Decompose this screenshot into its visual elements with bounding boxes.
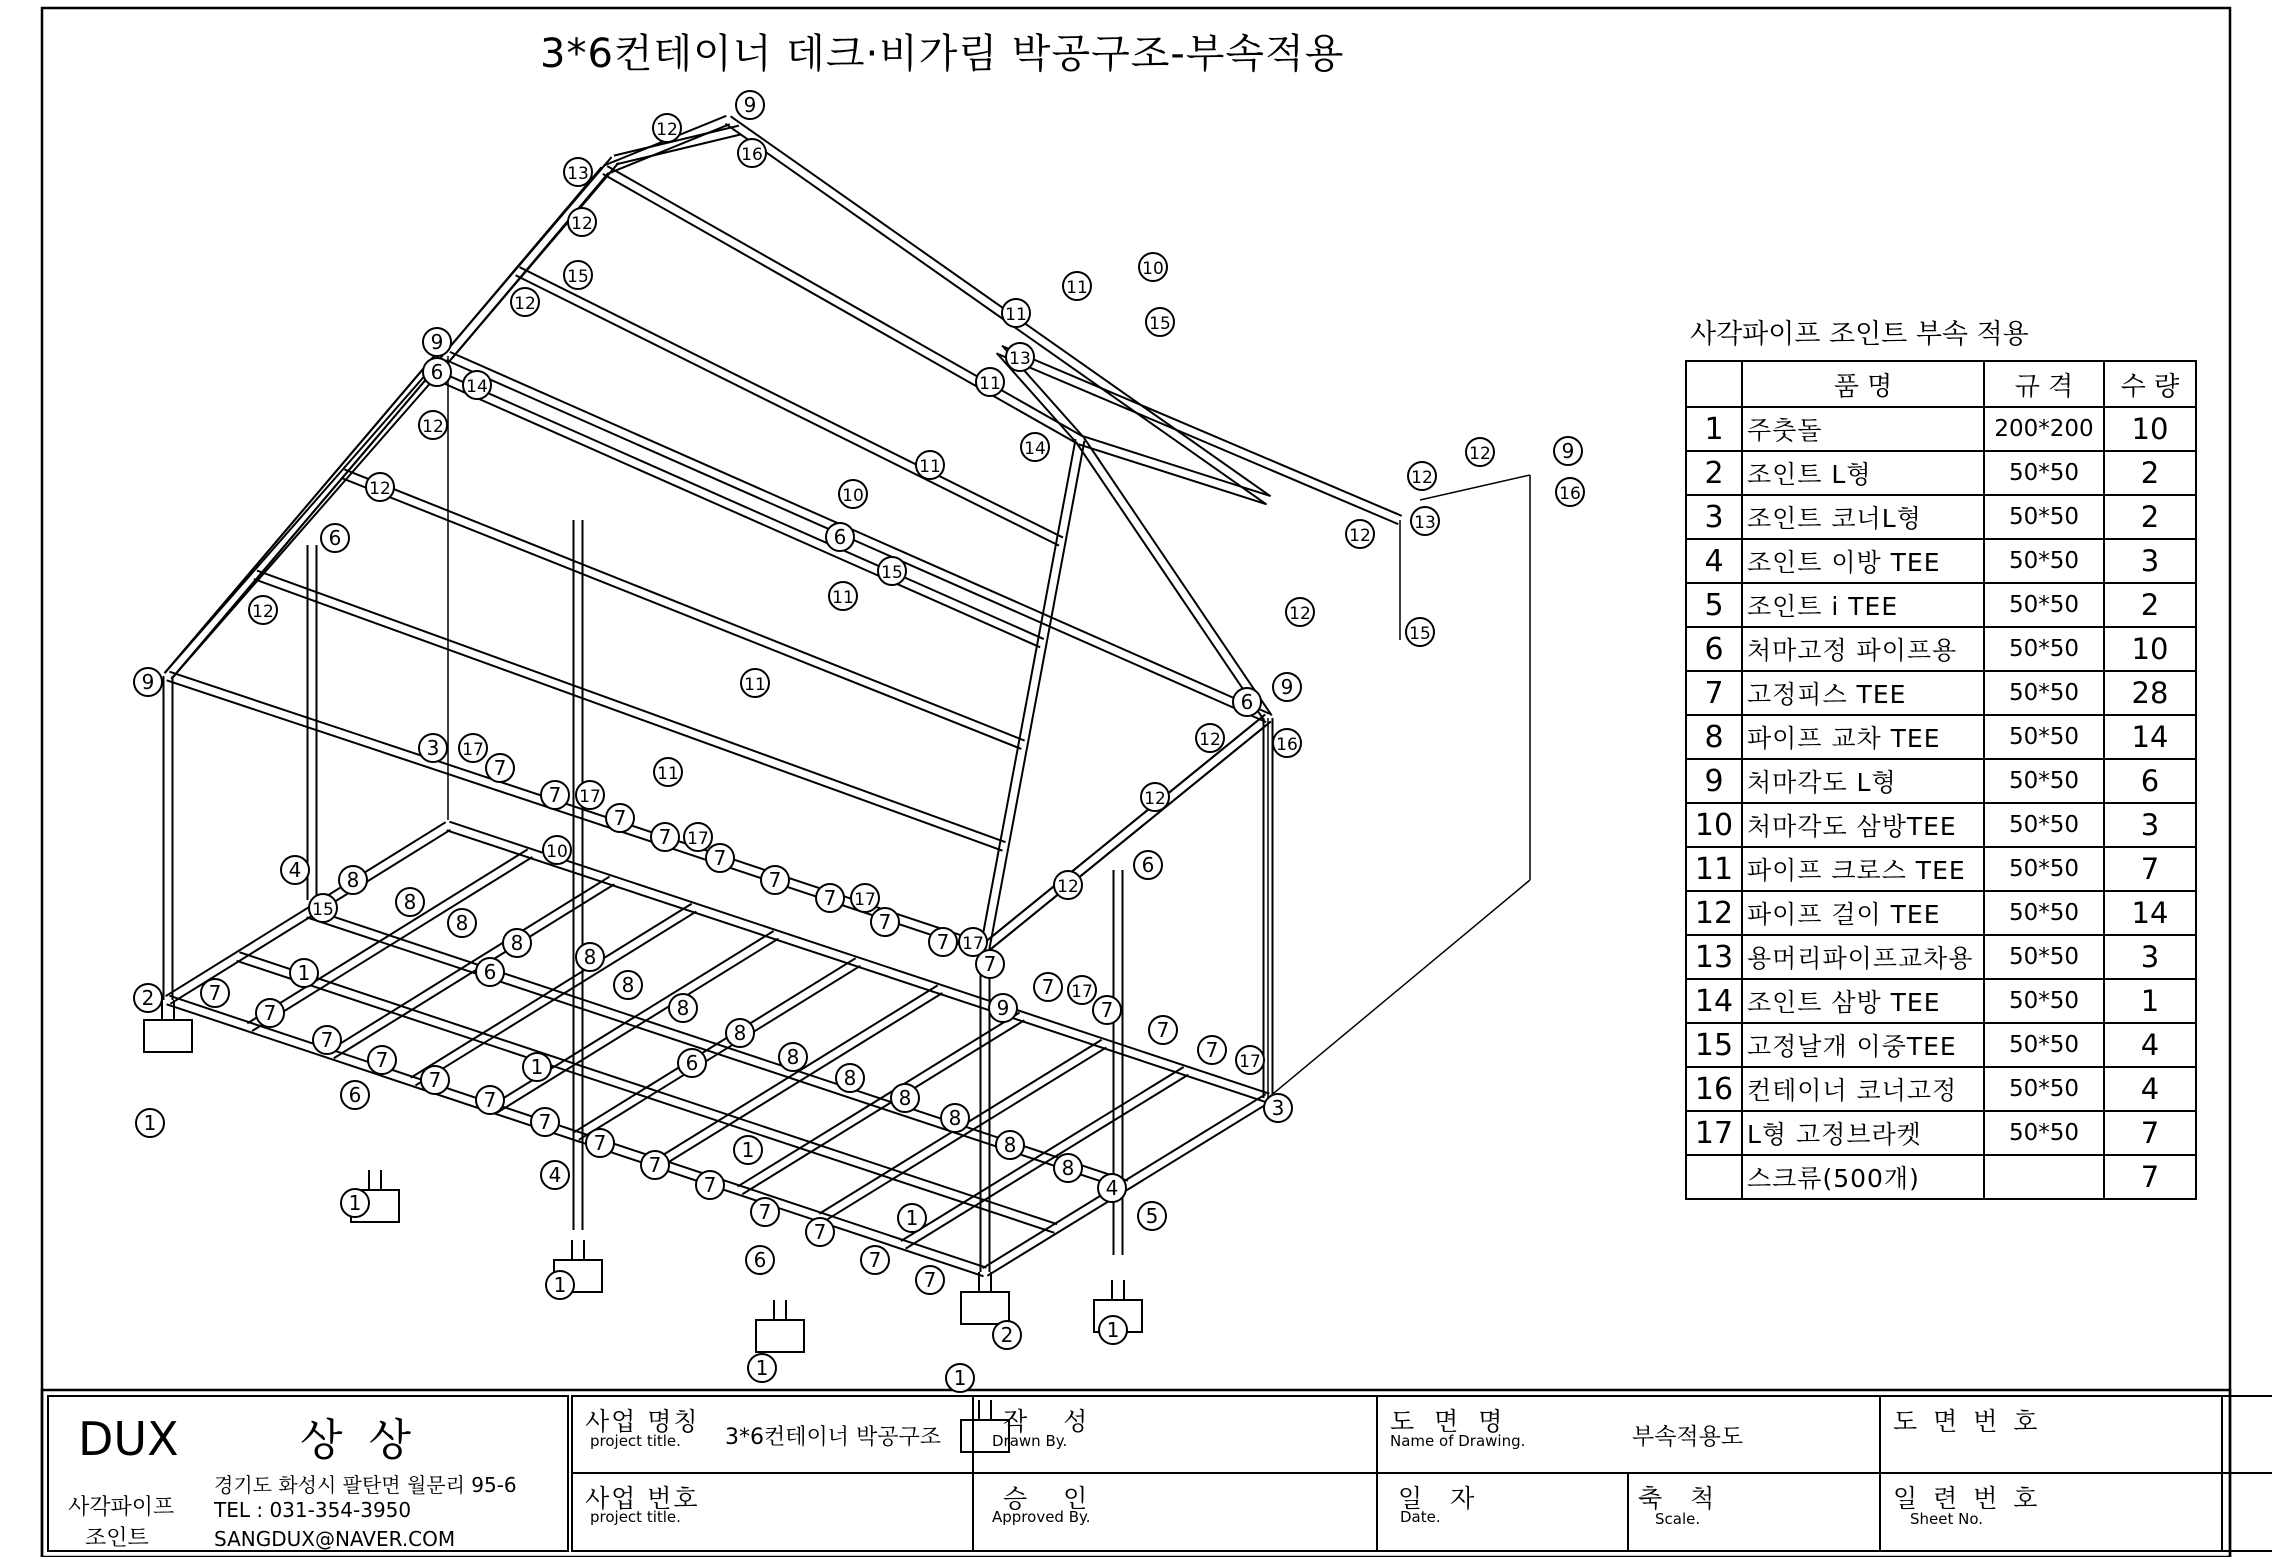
callout-number: 17 xyxy=(854,890,876,910)
callout-number: 17 xyxy=(687,829,709,849)
part-number: 6 xyxy=(1686,627,1742,671)
callout-number: 7 xyxy=(320,1028,334,1052)
project-name-label: 사업 명칭 xyxy=(585,1407,700,1436)
callout-number: 4 xyxy=(1105,1176,1119,1200)
part-spec: 50*50 xyxy=(1984,583,2104,627)
callout-number: 9 xyxy=(141,670,155,694)
pipe-edge xyxy=(998,354,1398,524)
foundation-stone xyxy=(144,1020,192,1052)
callout-number: 17 xyxy=(1239,1052,1261,1072)
pipe-edge xyxy=(981,439,1076,947)
scale-label: 축 척 xyxy=(1638,1484,1725,1513)
part-number: 3 xyxy=(1686,495,1742,539)
callout-number: 12 xyxy=(514,294,536,314)
callout-number: 1 xyxy=(348,1191,362,1215)
pipe-edge xyxy=(988,721,1271,951)
callout-number: 1 xyxy=(953,1366,967,1390)
parts-table-row xyxy=(1686,803,2196,847)
part-quantity: 4 xyxy=(2104,1023,2196,1067)
pipe-edge xyxy=(257,571,1006,843)
pipe-edge xyxy=(432,368,1044,639)
company-name: DUX xyxy=(78,1412,179,1466)
callout-number: 8 xyxy=(1061,1156,1075,1180)
callout-number: 7 xyxy=(658,825,672,849)
callout-number: 6 xyxy=(1141,853,1155,877)
part-number: 15 xyxy=(1686,1023,1742,1067)
part-quantity: 2 xyxy=(2104,451,2196,495)
part-quantity: 7 xyxy=(2104,847,2196,891)
parts-table-row xyxy=(1686,451,2196,495)
pipe-edge xyxy=(824,1047,1106,1221)
part-spec: 50*50 xyxy=(1984,627,2104,671)
callout-number: 8 xyxy=(346,868,360,892)
callout-number: 13 xyxy=(1009,349,1031,369)
part-name: 고정날개 이중TEE xyxy=(1742,1023,1984,1067)
part-number: 8 xyxy=(1686,715,1742,759)
part-quantity: 4 xyxy=(2104,1067,2196,1111)
callout-number: 2 xyxy=(1000,1323,1014,1347)
drawing-number-label: 도 면 번 호 xyxy=(1893,1407,2042,1436)
parts-table-caption: 사각파이프 조인트 부속 적용 xyxy=(1690,319,2029,350)
header-no xyxy=(1686,361,1742,407)
part-number: 11 xyxy=(1686,847,1742,891)
part-spec: 200*200 xyxy=(1984,407,2104,451)
callout-number: 1 xyxy=(297,961,311,985)
callout-number: 3 xyxy=(426,736,440,760)
parts-table-row xyxy=(1686,627,2196,671)
callout-number: 16 xyxy=(1276,735,1298,755)
company-slogan: 상 상 xyxy=(300,1415,417,1466)
pipe-edge xyxy=(329,877,610,1051)
callout-number: 11 xyxy=(1066,278,1088,298)
callout-number: 1 xyxy=(1106,1318,1120,1342)
callout-number: 7 xyxy=(648,1153,662,1177)
date-sub: Date. xyxy=(1400,1508,1441,1526)
callout-number: 12 xyxy=(1411,468,1433,488)
part-number: 9 xyxy=(1686,759,1742,803)
part-name: 처마각도 삼방TEE xyxy=(1742,803,1984,847)
approved-by-sub: Approved By. xyxy=(992,1508,1091,1526)
callout-number: 17 xyxy=(462,740,484,760)
callout-number: 7 xyxy=(375,1048,389,1072)
parts-table-header xyxy=(1686,361,2196,407)
part-number: 5 xyxy=(1686,583,1742,627)
callout-number: 6 xyxy=(833,525,847,549)
callout-number: 7 xyxy=(613,806,627,830)
parts-table-row xyxy=(1686,583,2196,627)
foundation-stone xyxy=(961,1292,1009,1324)
callout-number: 7 xyxy=(1100,998,1114,1022)
callout-number: 4 xyxy=(548,1163,562,1187)
pipe-edge xyxy=(415,911,696,1085)
drawing-title: 3*6컨테이너 데크·비가림 박공구조-부속적용 xyxy=(540,31,1345,77)
callout-number: 11 xyxy=(919,457,941,477)
product-line-1: 사각파이프 xyxy=(68,1495,175,1520)
date-label: 일 자 xyxy=(1398,1484,1485,1513)
callout-number: 3 xyxy=(1271,1096,1285,1120)
part-number xyxy=(1686,1155,1742,1199)
callout-number: 6 xyxy=(430,360,444,384)
part-quantity: 2 xyxy=(2104,495,2196,539)
callout-number: 8 xyxy=(455,911,469,935)
pipe-edge xyxy=(428,377,1040,648)
pipe-edge xyxy=(1002,346,1402,516)
foundation-stone xyxy=(756,1320,804,1352)
part-quantity: 10 xyxy=(2104,627,2196,671)
callout-number: 17 xyxy=(1071,982,1093,1002)
callout-number: 6 xyxy=(348,1083,362,1107)
callout-number: 1 xyxy=(741,1138,755,1162)
pipe-edge xyxy=(1268,880,1530,1098)
part-number: 1 xyxy=(1686,407,1742,451)
callout-number: 8 xyxy=(583,945,597,969)
part-quantity: 14 xyxy=(2104,715,2196,759)
part-spec: 50*50 xyxy=(1984,715,2104,759)
callout-number: 7 xyxy=(923,1268,937,1292)
sheet-number-label: 일 련 번 호 xyxy=(1893,1484,2042,1513)
callout-number: 9 xyxy=(1561,439,1575,463)
part-name: 조인트 i TEE xyxy=(1742,583,1984,627)
callout-number: 6 xyxy=(483,960,497,984)
part-number: 13 xyxy=(1686,935,1742,979)
callout-number: 7 xyxy=(713,846,727,870)
scale-sub: Scale. xyxy=(1655,1510,1701,1528)
callout-number: 6 xyxy=(753,1248,767,1272)
part-spec: 50*50 xyxy=(1984,1023,2104,1067)
pipe-edge xyxy=(516,275,1059,545)
callout-number: 15 xyxy=(881,563,903,583)
callout-number: 12 xyxy=(1144,789,1166,809)
callout-number: 6 xyxy=(328,526,342,550)
part-number: 12 xyxy=(1686,891,1742,935)
part-spec: 50*50 xyxy=(1984,1067,2104,1111)
callout-number: 6 xyxy=(1240,690,1254,714)
part-spec: 50*50 xyxy=(1984,539,2104,583)
company-email: SANGDUX@NAVER.COM xyxy=(214,1527,456,1551)
parts-table-row xyxy=(1686,539,2196,583)
part-quantity: 7 xyxy=(2104,1111,2196,1155)
callout-number: 8 xyxy=(621,973,635,997)
parts-table-row xyxy=(1686,1023,2196,1067)
callout-number: 13 xyxy=(567,164,589,184)
callout-number: 8 xyxy=(733,1021,747,1045)
callout-number: 1 xyxy=(755,1356,769,1380)
callout-number: 11 xyxy=(832,588,854,608)
drawn-by-label: 작 성 xyxy=(1003,1407,1102,1436)
parts-table-row xyxy=(1686,671,2196,715)
part-spec: 50*50 xyxy=(1984,847,2104,891)
part-spec: 50*50 xyxy=(1984,671,2104,715)
callout-number: 7 xyxy=(1156,1018,1170,1042)
parts-table-row xyxy=(1686,847,2196,891)
callout-number: 7 xyxy=(493,756,507,780)
callout-number: 12 xyxy=(252,602,274,622)
callout-number: 15 xyxy=(567,267,589,287)
parts-table-row xyxy=(1686,759,2196,803)
pipe-edge xyxy=(616,134,741,164)
pipe-edge xyxy=(169,996,986,1268)
callout-number: 11 xyxy=(979,374,1001,394)
drawn-by-sub: Drawn By. xyxy=(992,1432,1068,1450)
part-name: 파이프 걸이 TEE xyxy=(1742,891,1984,935)
header-qty: 수 량 xyxy=(2104,361,2196,407)
callout-number: 7 xyxy=(428,1068,442,1092)
callout-number: 14 xyxy=(466,377,488,397)
callout-number: 10 xyxy=(546,842,568,862)
callout-number: 8 xyxy=(898,1086,912,1110)
callout-number: 7 xyxy=(878,910,892,934)
part-spec: 50*50 xyxy=(1984,803,2104,847)
company-address: 경기도 화성시 팔탄면 월문리 95-6 xyxy=(214,1473,517,1497)
callout-number: 12 xyxy=(1057,877,1079,897)
part-number: 2 xyxy=(1686,451,1742,495)
part-name: 처마각도 L형 xyxy=(1742,759,1984,803)
part-name: 파이프 크로스 TEE xyxy=(1742,847,1984,891)
part-quantity: 14 xyxy=(2104,891,2196,935)
part-number: 16 xyxy=(1686,1067,1742,1111)
part-name: 처마고정 파이프용 xyxy=(1742,627,1984,671)
callout-number: 6 xyxy=(685,1051,699,1075)
parts-table-row xyxy=(1686,1155,2196,1199)
callout-number: 11 xyxy=(1005,305,1027,325)
callout-number: 8 xyxy=(1003,1133,1017,1157)
callout-number: 7 xyxy=(868,1248,882,1272)
part-name: 컨테이너 코너고정 xyxy=(1742,1067,1984,1111)
pipe-edge xyxy=(987,1102,1270,1276)
callout-number: 10 xyxy=(842,486,864,506)
callout-number: 7 xyxy=(703,1173,717,1197)
part-name: 파이프 교차 TEE xyxy=(1742,715,1984,759)
callout-number: 17 xyxy=(579,787,601,807)
callout-number: 7 xyxy=(483,1088,497,1112)
part-quantity: 3 xyxy=(2104,935,2196,979)
parts-table xyxy=(1685,360,2197,1200)
callout-number: 7 xyxy=(538,1110,552,1134)
part-spec: 50*50 xyxy=(1984,451,2104,495)
parts-table-row xyxy=(1686,495,2196,539)
part-quantity: 1 xyxy=(2104,979,2196,1023)
parts-table-row xyxy=(1686,979,2196,1023)
callout-number: 7 xyxy=(593,1131,607,1155)
part-name: 주춧돌 xyxy=(1742,407,1984,451)
part-number: 4 xyxy=(1686,539,1742,583)
callout-number: 14 xyxy=(1024,439,1046,459)
parts-table-row xyxy=(1686,1067,2196,1111)
part-spec: 50*50 xyxy=(1984,759,2104,803)
callout-number: 15 xyxy=(1409,624,1431,644)
pipe-edge xyxy=(344,469,1024,740)
callout-number: 11 xyxy=(744,675,766,695)
product-line-2: 조인트 xyxy=(85,1526,149,1551)
part-spec xyxy=(1984,1155,2104,1199)
part-number: 7 xyxy=(1686,671,1742,715)
callout-number: 8 xyxy=(510,931,524,955)
approved-by-label: 승 인 xyxy=(1003,1484,1102,1513)
project-name-sub: project title. xyxy=(590,1432,681,1450)
callout-number: 12 xyxy=(369,479,391,499)
callout-number: 1 xyxy=(530,1055,544,1079)
callout-number: 8 xyxy=(786,1045,800,1069)
pipe-edge xyxy=(725,124,1265,504)
callout-number: 7 xyxy=(768,868,782,892)
pipe-edge xyxy=(520,267,1063,537)
callout-number: 9 xyxy=(1280,675,1294,699)
pipe-edge xyxy=(982,715,1265,945)
drawing-name-sub: Name of Drawing. xyxy=(1390,1432,1526,1450)
part-quantity: 7 xyxy=(2104,1155,2196,1199)
callout-number: 7 xyxy=(813,1220,827,1244)
part-number: 10 xyxy=(1686,803,1742,847)
project-no-label: 사업 번호 xyxy=(585,1484,700,1513)
callout-number: 7 xyxy=(1205,1038,1219,1062)
pipe-edge xyxy=(738,1013,1020,1187)
part-number: 17 xyxy=(1686,1111,1742,1155)
callout-number: 1 xyxy=(905,1206,919,1230)
company-tel: TEL : 031-354-3950 xyxy=(214,1498,412,1522)
parts-table-row xyxy=(1686,1111,2196,1155)
part-spec: 50*50 xyxy=(1984,891,2104,935)
callout-number: 2 xyxy=(141,986,155,1010)
callout-number: 7 xyxy=(983,952,997,976)
pipe-edge xyxy=(1081,436,1269,496)
callout-number: 1 xyxy=(553,1273,567,1297)
part-name: 조인트 코너L형 xyxy=(1742,495,1984,539)
callout-number: 13 xyxy=(1414,513,1436,533)
callout-number: 12 xyxy=(422,417,444,437)
callout-number: 12 xyxy=(656,120,678,140)
callout-number: 16 xyxy=(1559,484,1581,504)
callout-number: 17 xyxy=(962,934,984,954)
callout-number: 7 xyxy=(548,783,562,807)
callout-number: 16 xyxy=(741,145,763,165)
callout-number: 8 xyxy=(403,890,417,914)
callout-number: 1 xyxy=(143,1111,157,1135)
callout-number: 5 xyxy=(1145,1204,1159,1228)
project-name-value: 3*6컨테이너 박공구조 xyxy=(725,1425,942,1450)
callout-number: 12 xyxy=(1199,730,1221,750)
callout-number: 4 xyxy=(288,858,302,882)
callout-number: 8 xyxy=(843,1066,857,1090)
part-number: 14 xyxy=(1686,979,1742,1023)
callout-number: 7 xyxy=(208,981,222,1005)
callout-number: 12 xyxy=(1469,444,1491,464)
part-quantity: 6 xyxy=(2104,759,2196,803)
part-name: 조인트 이방 TEE xyxy=(1742,539,1984,583)
pipe-edge xyxy=(661,993,943,1167)
part-name: 조인트 L형 xyxy=(1742,451,1984,495)
part-quantity: 28 xyxy=(2104,671,2196,715)
callout-number: 9 xyxy=(430,330,444,354)
callout-number: 9 xyxy=(743,93,757,117)
header-name: 품 명 xyxy=(1742,361,1984,407)
part-quantity: 10 xyxy=(2104,407,2196,451)
drawing-name-value: 부속적용도 xyxy=(1632,1424,1744,1450)
pipe-edge xyxy=(334,884,615,1058)
parts-table-row xyxy=(1686,407,2196,451)
part-quantity: 2 xyxy=(2104,583,2196,627)
sheet-number-sub: Sheet No. xyxy=(1910,1510,1984,1528)
callout-number: 8 xyxy=(948,1106,962,1130)
part-spec: 50*50 xyxy=(1984,935,2104,979)
callout-number: 12 xyxy=(1349,526,1371,546)
callout-number: 7 xyxy=(758,1200,772,1224)
callout-number: 7 xyxy=(823,886,837,910)
pipe-edge xyxy=(167,1004,984,1276)
parts-table-row xyxy=(1686,715,2196,759)
drawing-name-label: 도 면 명 xyxy=(1390,1407,1509,1436)
part-quantity: 3 xyxy=(2104,803,2196,847)
header-spec: 규 격 xyxy=(1984,361,2104,407)
part-name: 스크류(500개) xyxy=(1742,1155,1984,1199)
pipe-edge xyxy=(165,353,437,673)
part-name: 조인트 삼방 TEE xyxy=(1742,979,1984,1023)
callout-number: 10 xyxy=(1142,259,1164,279)
callout-number: 9 xyxy=(996,996,1010,1020)
isometric-structure xyxy=(141,116,1530,1452)
callout-number: 15 xyxy=(1149,314,1171,334)
callout-number: 11 xyxy=(657,764,679,784)
part-quantity: 3 xyxy=(2104,539,2196,583)
callout-number: 8 xyxy=(676,996,690,1020)
callout-number: 7 xyxy=(936,930,950,954)
parts-table-body xyxy=(1686,407,2196,1199)
callout-number: 12 xyxy=(571,214,593,234)
callout-number: 7 xyxy=(263,1001,277,1025)
part-name: 고정피스 TEE xyxy=(1742,671,1984,715)
callout-number: 15 xyxy=(312,900,334,920)
part-spec: 50*50 xyxy=(1984,1111,2104,1155)
parts-table-row xyxy=(1686,891,2196,935)
part-spec: 50*50 xyxy=(1984,979,2104,1023)
part-name: L형 고정브라켓 xyxy=(1742,1111,1984,1155)
pipe-edge xyxy=(731,116,1271,496)
callout-number: 7 xyxy=(1041,975,1055,999)
part-spec: 50*50 xyxy=(1984,495,2104,539)
part-name: 용머리파이프교차용 xyxy=(1742,935,1984,979)
project-no-sub: project title. xyxy=(590,1508,681,1526)
parts-table-row xyxy=(1686,935,2196,979)
pipe-edge xyxy=(341,478,1021,749)
callout-number: 12 xyxy=(1289,604,1311,624)
